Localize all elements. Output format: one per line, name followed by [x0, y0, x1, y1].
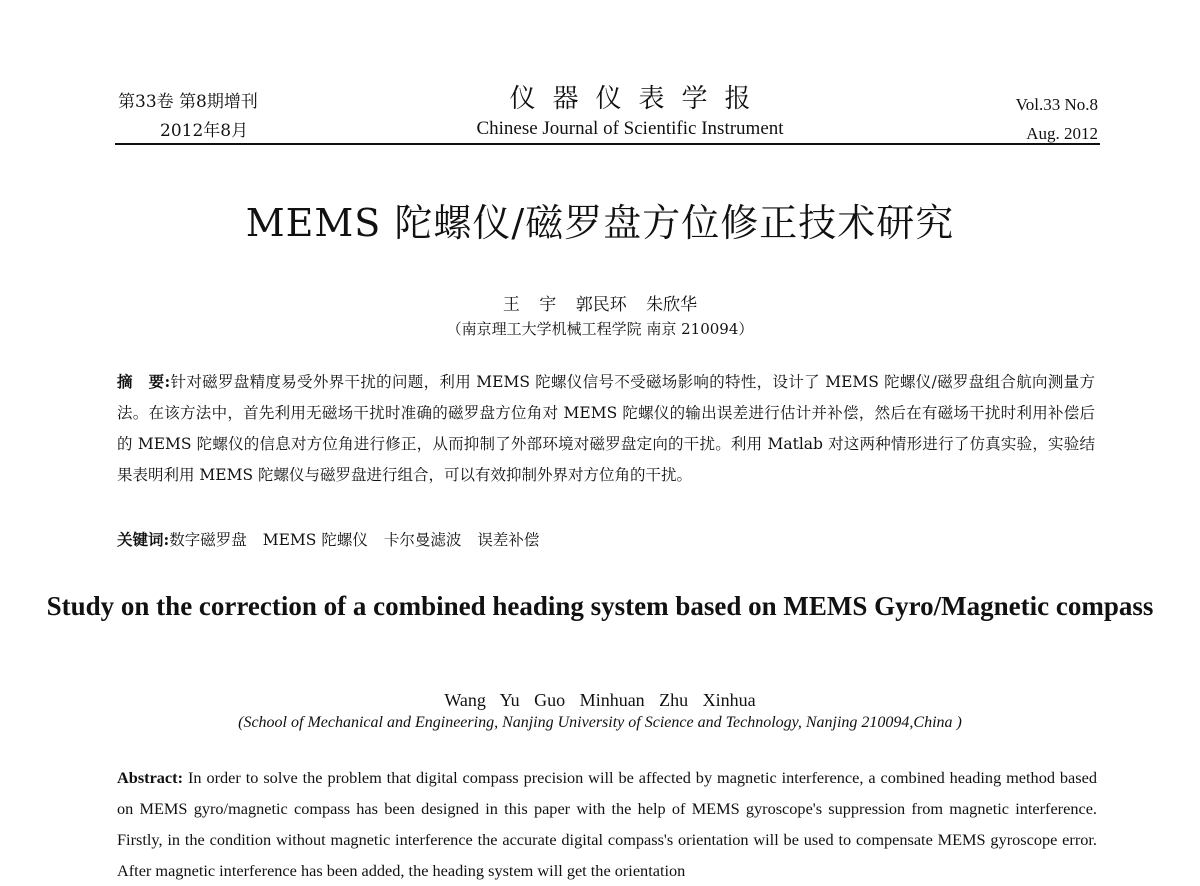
keywords-cn-label: 关键词: — [117, 530, 170, 549]
abstract-en — [117, 762, 1097, 886]
affiliation-cn: （南京理工大学机械工程学院 南京 210094） — [446, 320, 754, 338]
journal-name-en: Chinese Journal of Scientific Instrument — [476, 118, 784, 139]
abstract-en-label: Abstract: — [117, 768, 184, 787]
authors-en: Wang Yu Guo Minhuan Zhu Xinhua — [444, 690, 756, 710]
title-cn: MEMS 陀螺仪/磁罗盘方位修正技术研究 — [245, 201, 955, 245]
header-rule — [115, 143, 1100, 145]
authors-cn: 王 宇 郭民环 朱欣华 — [502, 295, 698, 315]
keyword: 误差补偿 — [477, 531, 540, 549]
keyword: 卡尔曼滤波 — [383, 531, 462, 549]
date-en: Aug. 2012 — [1026, 124, 1098, 143]
header-left — [118, 88, 258, 146]
abstract-cn-label: 摘 要: — [117, 372, 171, 391]
abstract-cn-text: 针对磁罗盘精度易受外界干扰的问题，利用 MEMS 陀螺仪信号不受磁场影响的特性，设计了 MEMS 陀螺仪/磁罗盘组合航向测量方法。在该方法中，首先利用无磁场干扰时准确的磁罗盘方位角对 MEMS 陀螺仪的输出误差进行估计并补偿，然后在有磁场干扰时利用补偿后的 MEMS 陀螺仪的信息对方位角进行修正，从而抑制了外部环境对磁罗盘定向的干扰。利用 Matlab 对这两种情形进行了仿真实验，实验结果表明利用 MEMS 陀螺仪与磁罗盘进行组合，可以有效抑制外界对方位角的干扰。 — [117, 373, 1095, 484]
journal-masthead — [440, 82, 820, 142]
date-cn: 2012年8月 — [160, 121, 249, 141]
affiliation-en: (School of Mechanical and Engineering, Nanjing University of Science and Technology, Nanjing 210094,China ) — [238, 714, 962, 731]
abstract-en-text: In order to solve the problem that digital compass precision will be affected by magnetic interference, a combined heading method based on MEMS gyro/magnetic compass has been designed in this paper with the help of MEMS gyroscope's suppression from magnetic interference. Firstly, in the condition without magnetic interference the accurate digital compass's orientation will be used to compensate MEMS gyroscope error. After magnetic interference has been added, the heading system will get the orientation — [117, 768, 1097, 880]
keywords-cn — [117, 526, 1095, 554]
title-en: Study on the correction of a combined heading system based on MEMS Gyro/Magnetic compass — [46, 591, 1154, 621]
header-right — [1016, 90, 1098, 148]
keyword: MEMS 陀螺仪 — [262, 531, 368, 549]
journal-name-cn: 仪器仪表学报 — [509, 84, 768, 114]
volume-issue-cn: 第33卷 第8期增刊 — [118, 92, 258, 112]
volume-en: Vol.33 No.8 — [1015, 95, 1098, 114]
abstract-cn — [117, 366, 1095, 491]
keyword: 数字磁罗盘 — [169, 531, 247, 549]
